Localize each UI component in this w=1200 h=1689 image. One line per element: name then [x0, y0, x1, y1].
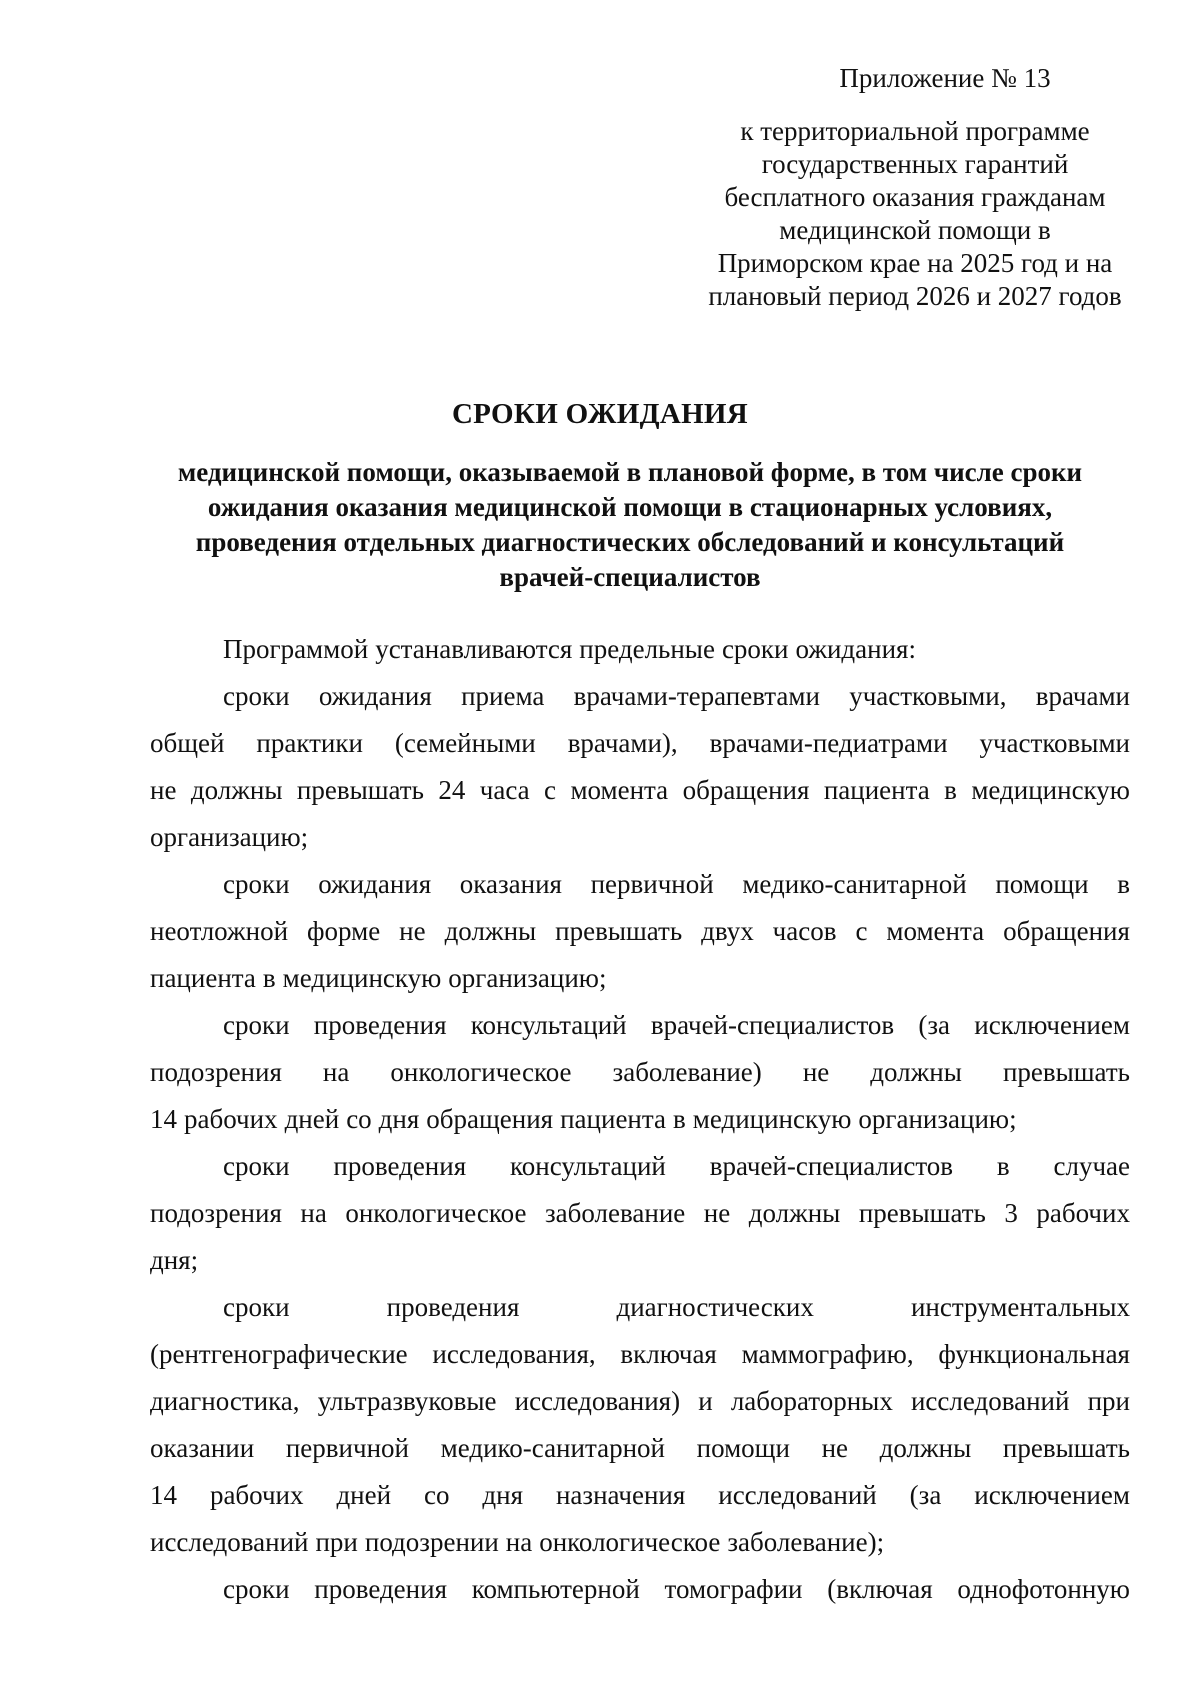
- appendix-line: Приморском крае на 2025 год и на: [717, 248, 1113, 278]
- body-paragraph: [150, 1566, 1130, 1613]
- body-line: сроки проведения консультаций врачей-специалистов (за исключением: [223, 1010, 1130, 1040]
- body-paragraph: [150, 626, 1130, 673]
- body-line: сроки проведения консультаций врачей-специалистов в случае: [223, 1151, 1130, 1181]
- body-line: пациента в медицинскую организацию;: [150, 963, 607, 993]
- body-line: общей практики (семейными врачами), врачами-педиатрами участковыми: [150, 728, 1130, 758]
- body-line: сроки ожидания приема врачами-терапевтами участковыми, врачами: [223, 681, 1130, 711]
- body-paragraph: [150, 1143, 1130, 1284]
- body-line: организацию;: [150, 822, 309, 852]
- document-body: [150, 626, 1130, 1613]
- appendix-line: к территориальной программе: [740, 116, 1090, 146]
- appendix-header: [680, 62, 1150, 313]
- body-line: сроки проведения компьютерной томографии (включая однофотонную: [223, 1574, 1130, 1604]
- body-paragraph: [150, 1284, 1130, 1566]
- body-line: подозрения на онкологическое заболевание) не должны превышать: [150, 1057, 1130, 1087]
- body-line: подозрения на онкологическое заболевание не должны превышать 3 рабочих: [150, 1198, 1130, 1228]
- body-line: 14 рабочих дней со дня обращения пациента в медицинскую организацию;: [150, 1104, 1017, 1134]
- appendix-line: плановый период 2026 и 2027 годов: [708, 281, 1122, 311]
- body-line: сроки ожидания оказания первичной медико-санитарной помощи в: [223, 869, 1130, 899]
- subtitle-line: ожидания оказания медицинской помощи в стационарных условиях,: [207, 492, 1053, 522]
- appendix-line: медицинской помощи в: [779, 215, 1051, 245]
- body-paragraph: [150, 861, 1130, 1002]
- appendix-number: Приложение № 13: [839, 63, 1051, 93]
- body-paragraph: [150, 673, 1130, 861]
- appendix-line: бесплатного оказания гражданам: [724, 182, 1106, 212]
- body-line: не должны превышать 24 часа с момента обращения пациента в медицинскую: [150, 775, 1130, 805]
- body-line: исследований при подозрении на онкологическое заболевание);: [150, 1527, 885, 1557]
- subtitle-line: врачей-специалистов: [499, 562, 761, 592]
- body-line: оказании первичной медико-санитарной помощи не должны превышать: [150, 1433, 1130, 1463]
- body-line: диагностика, ультразвуковые исследования) и лабораторных исследований при: [150, 1386, 1130, 1416]
- body-line: неотложной форме не должны превышать двух часов с момента обращения: [150, 916, 1130, 946]
- document-title: СРОКИ ОЖИДАНИЯ: [451, 398, 749, 430]
- body-line: (рентгенографические исследования, включая маммографию, функциональная: [150, 1339, 1130, 1369]
- body-paragraph: [150, 1002, 1130, 1143]
- body-line: 14 рабочих дней со дня назначения исследований (за исключением: [150, 1480, 1130, 1510]
- subtitle-line: медицинской помощи, оказываемой в плановой форме, в том числе сроки: [177, 457, 1083, 487]
- body-line: дня;: [150, 1245, 199, 1275]
- subtitle-line: проведения отдельных диагностических обследований и консультаций: [195, 527, 1065, 557]
- body-line: Программой устанавливаются предельные сроки ожидания:: [223, 634, 916, 664]
- appendix-line: государственных гарантий: [761, 149, 1069, 179]
- document-subtitle: [140, 455, 1120, 595]
- body-line: сроки проведения диагностических инструментальных: [223, 1292, 1130, 1322]
